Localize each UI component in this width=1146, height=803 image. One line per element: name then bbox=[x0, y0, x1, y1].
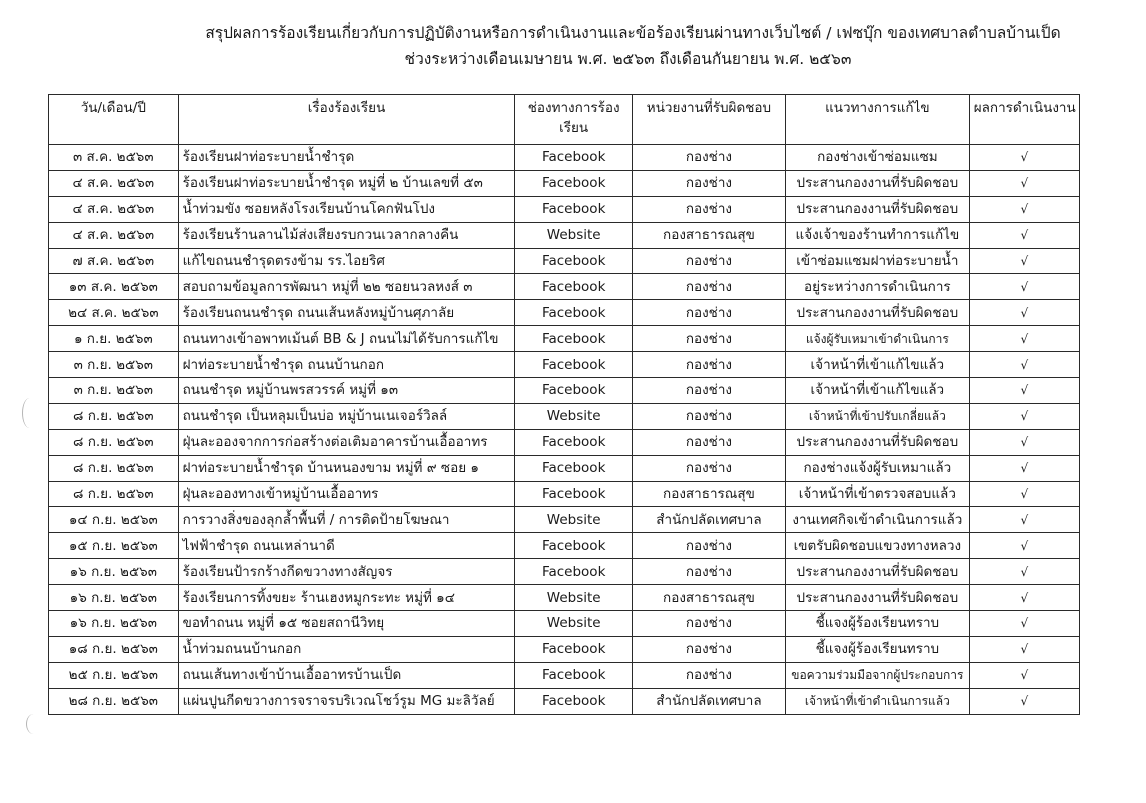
cell-channel: Facebook bbox=[515, 636, 632, 662]
table-row bbox=[49, 378, 1080, 404]
cell-date: ๒๕ ก.ย. ๒๕๖๓ bbox=[49, 662, 179, 688]
cell-unit: กองช่าง bbox=[632, 403, 785, 429]
cell-channel: Facebook bbox=[515, 559, 632, 585]
cell-solution: ประสานกองงานที่รับผิดชอบ bbox=[785, 585, 969, 611]
cell-subject: ร้องเรียนป้ารกร้างกีดขวางทางสัญจร bbox=[178, 559, 515, 585]
table-row bbox=[49, 326, 1080, 352]
cell-unit: กองสาธารณสุข bbox=[632, 481, 785, 507]
cell-unit: กองช่าง bbox=[632, 429, 785, 455]
cell-unit: กองช่าง bbox=[632, 326, 785, 352]
header-row bbox=[49, 95, 1080, 145]
table-row bbox=[49, 662, 1080, 688]
cell-solution: เข้าซ่อมแซมฝาท่อระบายน้ำ bbox=[785, 248, 969, 274]
cell-channel: Facebook bbox=[515, 300, 632, 326]
cell-channel: Facebook bbox=[515, 662, 632, 688]
cell-solution: ประสานกองงานที่รับผิดชอบ bbox=[785, 196, 969, 222]
cell-unit: กองช่าง bbox=[632, 559, 785, 585]
cell-subject: ร้องเรียนฝาท่อระบายน้ำชำรุด หมู่ที่ ๒ บ้านเลขที่ ๕๓ bbox=[178, 170, 515, 196]
cell-channel: Facebook bbox=[515, 274, 632, 300]
cell-unit: กองช่าง bbox=[632, 533, 785, 559]
table-row bbox=[49, 585, 1080, 611]
cell-date: ๑๔ ก.ย. ๒๕๖๓ bbox=[49, 507, 179, 533]
cell-solution: ประสานกองงานที่รับผิดชอบ bbox=[785, 170, 969, 196]
table-row bbox=[49, 145, 1080, 171]
table-row bbox=[49, 429, 1080, 455]
cell-channel: Facebook bbox=[515, 378, 632, 404]
cell-unit: สำนักปลัดเทศบาล bbox=[632, 507, 785, 533]
table-row bbox=[49, 196, 1080, 222]
table-row bbox=[49, 533, 1080, 559]
cell-solution: กองช่างเข้าซ่อมแซม bbox=[785, 145, 969, 171]
cell-result-check: √ bbox=[969, 585, 1079, 611]
cell-subject: ร้องเรียนฝาท่อระบายน้ำชำรุด bbox=[178, 145, 515, 171]
cell-unit: กองช่าง bbox=[632, 611, 785, 637]
cell-subject: ฝาท่อระบายน้ำชำรุด บ้านหนองขาม หมู่ที่ ๙ ซอย ๑ bbox=[178, 455, 515, 481]
cell-channel: Website bbox=[515, 507, 632, 533]
cell-subject: การวางสิ่งของลุกล้ำพื้นที่ / การติดป้ายโฆษณา bbox=[178, 507, 515, 533]
cell-subject: ร้องเรียนการทิ้งขยะ ร้านเฮงหมูกระทะ หมู่ที่ ๑๔ bbox=[178, 585, 515, 611]
cell-solution: เจ้าหน้าที่เข้าตรวจสอบแล้ว bbox=[785, 481, 969, 507]
cell-channel: Facebook bbox=[515, 481, 632, 507]
cell-solution: งานเทศกิจเข้าดำเนินการแล้ว bbox=[785, 507, 969, 533]
cell-solution: ชี้แจงผู้ร้องเรียนทราบ bbox=[785, 636, 969, 662]
cell-unit: กองช่าง bbox=[632, 455, 785, 481]
cell-result-check: √ bbox=[969, 688, 1079, 714]
cell-channel: Facebook bbox=[515, 352, 632, 378]
cell-date: ๒๘ ก.ย. ๒๕๖๓ bbox=[49, 688, 179, 714]
cell-subject: ถนนทางเข้าอพาทเม้นต์ BB & J ถนนไม่ได้รับการแก้ไข bbox=[178, 326, 515, 352]
cell-result-check: √ bbox=[969, 611, 1079, 637]
cell-date: ๑๕ ก.ย. ๒๕๖๓ bbox=[49, 533, 179, 559]
document-title: สรุปผลการร้องเรียนเกี่ยวกับการปฏิบัติงานหรือการดำเนินงานและข้อร้องเรียนผ่านทางเว็บไซต์ / เฟซบุ๊ก ของเทศบาลตำบลบ้านเป็ด bbox=[205, 24, 1061, 42]
cell-subject: ฝุ่นละอองทางเข้าหมู่บ้านเอื้ออาทร bbox=[178, 481, 515, 507]
cell-unit: กองช่าง bbox=[632, 352, 785, 378]
cell-date: ๑๘ ก.ย. ๒๕๖๓ bbox=[49, 636, 179, 662]
cell-subject: น้ำท่วมถนนบ้านกอก bbox=[178, 636, 515, 662]
cell-unit: สำนักปลัดเทศบาล bbox=[632, 688, 785, 714]
cell-solution: เขตรับผิดชอบแขวงทางหลวง bbox=[785, 533, 969, 559]
cell-subject: ถนนเส้นทางเข้าบ้านเอื้ออาทรบ้านเป็ด bbox=[178, 662, 515, 688]
cell-channel: Facebook bbox=[515, 429, 632, 455]
table-row bbox=[49, 507, 1080, 533]
cell-subject: ถนนชำรุด หมู่บ้านพรสวรรค์ หมู่ที่ ๑๓ bbox=[178, 378, 515, 404]
cell-date: ๘ ก.ย. ๒๕๖๓ bbox=[49, 481, 179, 507]
cell-unit: กองช่าง bbox=[632, 170, 785, 196]
cell-result-check: √ bbox=[969, 196, 1079, 222]
complaints-table bbox=[48, 94, 1080, 715]
cell-date: ๑๖ ก.ย. ๒๕๖๓ bbox=[49, 585, 179, 611]
cell-unit: กองช่าง bbox=[632, 145, 785, 171]
cell-solution: ชี้แจงผู้ร้องเรียนทราบ bbox=[785, 611, 969, 637]
table-header bbox=[49, 95, 1080, 145]
cell-result-check: √ bbox=[969, 481, 1079, 507]
cell-result-check: √ bbox=[969, 662, 1079, 688]
cell-date: ๓ ก.ย. ๒๕๖๓ bbox=[49, 352, 179, 378]
cell-solution: เจ้าหน้าที่เข้าแก้ไขแล้ว bbox=[785, 378, 969, 404]
cell-solution: เจ้าหน้าที่เข้าแก้ไขแล้ว bbox=[785, 352, 969, 378]
cell-result-check: √ bbox=[969, 352, 1079, 378]
cell-unit: กองช่าง bbox=[632, 636, 785, 662]
cell-subject: แก้ไขถนนชำรุดตรงข้าม รร.ไอยริศ bbox=[178, 248, 515, 274]
cell-subject: ฝาท่อระบายน้ำชำรุด ถนนบ้านกอก bbox=[178, 352, 515, 378]
cell-date: ๓ ส.ค. ๒๕๖๓ bbox=[49, 145, 179, 171]
cell-result-check: √ bbox=[969, 636, 1079, 662]
cell-unit: กองสาธารณสุข bbox=[632, 585, 785, 611]
cell-result-check: √ bbox=[969, 326, 1079, 352]
table-row bbox=[49, 481, 1080, 507]
cell-result-check: √ bbox=[969, 145, 1079, 171]
header-subject: เรื่องร้องเรียน bbox=[178, 95, 515, 145]
cell-result-check: √ bbox=[969, 274, 1079, 300]
cell-solution: แจ้งผู้รับเหมาเข้าดำเนินการ bbox=[785, 326, 969, 352]
cell-unit: กองช่าง bbox=[632, 196, 785, 222]
table-row bbox=[49, 274, 1080, 300]
cell-date: ๓ ก.ย. ๒๕๖๓ bbox=[49, 378, 179, 404]
cell-subject: แผ่นปูนกีดขวางการจราจรบริเวณโชว์รูม MG มะลิวัลย์ bbox=[178, 688, 515, 714]
cell-result-check: √ bbox=[969, 300, 1079, 326]
cell-subject: ขอทำถนน หมู่ที่ ๑๕ ซอยสถานีวิทยุ bbox=[178, 611, 515, 637]
punch-hole-mark bbox=[22, 398, 37, 428]
cell-subject: สอบถามข้อมูลการพัฒนา หมู่ที่ ๒๒ ซอยนวลหงส์ ๓ bbox=[178, 274, 515, 300]
cell-channel: Website bbox=[515, 222, 632, 248]
cell-date: ๗ ส.ค. ๒๕๖๓ bbox=[49, 248, 179, 274]
cell-result-check: √ bbox=[969, 248, 1079, 274]
cell-date: ๑๖ ก.ย. ๒๕๖๓ bbox=[49, 611, 179, 637]
cell-result-check: √ bbox=[969, 533, 1079, 559]
cell-subject: ถนนชำรุด เป็นหลุมเป็นบ่อ หมู่บ้านเนเจอร์วิลล์ bbox=[178, 403, 515, 429]
cell-channel: Facebook bbox=[515, 170, 632, 196]
cell-solution: เจ้าหน้าที่เข้าดำเนินการแล้ว bbox=[785, 688, 969, 714]
cell-result-check: √ bbox=[969, 170, 1079, 196]
header-solution: แนวทางการแก้ไข bbox=[785, 95, 969, 145]
cell-solution: แจ้งเจ้าของร้านทำการแก้ไข bbox=[785, 222, 969, 248]
document-period: ช่วงระหว่างเดือนเมษายน พ.ศ. ๒๕๖๓ ถึงเดือนกันยายน พ.ศ. ๒๕๖๓ bbox=[404, 50, 852, 68]
cell-channel: Website bbox=[515, 611, 632, 637]
cell-subject: ร้องเรียนถนนชำรุด ถนนเส้นหลังหมู่บ้านศุภาลัย bbox=[178, 300, 515, 326]
cell-channel: Website bbox=[515, 585, 632, 611]
table-row bbox=[49, 170, 1080, 196]
cell-solution: ประสานกองงานที่รับผิดชอบ bbox=[785, 429, 969, 455]
cell-channel: Facebook bbox=[515, 455, 632, 481]
cell-result-check: √ bbox=[969, 429, 1079, 455]
cell-channel: Facebook bbox=[515, 145, 632, 171]
cell-unit: กองช่าง bbox=[632, 274, 785, 300]
table-row bbox=[49, 636, 1080, 662]
table-row bbox=[49, 688, 1080, 714]
cell-date: ๒๔ ส.ค. ๒๕๖๓ bbox=[49, 300, 179, 326]
cell-channel: Facebook bbox=[515, 326, 632, 352]
cell-date: ๘ ก.ย. ๒๕๖๓ bbox=[49, 403, 179, 429]
cell-channel: Facebook bbox=[515, 196, 632, 222]
cell-date: ๔ ส.ค. ๒๕๖๓ bbox=[49, 222, 179, 248]
cell-date: ๘ ก.ย. ๒๕๖๓ bbox=[49, 455, 179, 481]
header-result: ผลการดำเนินงาน bbox=[969, 95, 1079, 145]
cell-date: ๑ ก.ย. ๒๕๖๓ bbox=[49, 326, 179, 352]
cell-channel: Facebook bbox=[515, 248, 632, 274]
header-channel bbox=[515, 95, 632, 145]
cell-channel: Facebook bbox=[515, 688, 632, 714]
cell-channel: Website bbox=[515, 403, 632, 429]
table-row bbox=[49, 300, 1080, 326]
cell-subject: ฝุ่นละอองจากการก่อสร้างต่อเติมอาคารบ้านเอื้ออาทร bbox=[178, 429, 515, 455]
cell-date: ๔ ส.ค. ๒๕๖๓ bbox=[49, 196, 179, 222]
cell-result-check: √ bbox=[969, 222, 1079, 248]
cell-unit: กองช่าง bbox=[632, 662, 785, 688]
cell-date: ๑๓ ส.ค. ๒๕๖๓ bbox=[49, 274, 179, 300]
punch-hole-mark bbox=[26, 714, 41, 734]
table-row bbox=[49, 559, 1080, 585]
document-title-block bbox=[0, 20, 1146, 72]
cell-subject: ร้องเรียนร้านลานไม้ส่งเสียงรบกวนเวลากลางคืน bbox=[178, 222, 515, 248]
table-row bbox=[49, 403, 1080, 429]
cell-date: ๑๖ ก.ย. ๒๕๖๓ bbox=[49, 559, 179, 585]
table-row bbox=[49, 611, 1080, 637]
header-date: วัน/เดือน/ปี bbox=[49, 95, 179, 145]
cell-date: ๘ ก.ย. ๒๕๖๓ bbox=[49, 429, 179, 455]
cell-solution: ขอความร่วมมือจากผู้ประกอบการ bbox=[785, 662, 969, 688]
cell-solution: กองช่างแจ้งผู้รับเหมาแล้ว bbox=[785, 455, 969, 481]
cell-solution: ประสานกองงานที่รับผิดชอบ bbox=[785, 300, 969, 326]
cell-unit: กองช่าง bbox=[632, 378, 785, 404]
cell-result-check: √ bbox=[969, 455, 1079, 481]
cell-channel: Facebook bbox=[515, 533, 632, 559]
table-body bbox=[49, 145, 1080, 715]
cell-subject: ไฟฟ้าชำรุด ถนนเหล่านาดี bbox=[178, 533, 515, 559]
table-row bbox=[49, 455, 1080, 481]
cell-subject: น้ำท่วมขัง ซอยหลังโรงเรียนบ้านโคกฟันโปง bbox=[178, 196, 515, 222]
table-row bbox=[49, 248, 1080, 274]
header-channel-label: ช่องทางการร้องเรียน bbox=[527, 100, 620, 136]
cell-unit: กองช่าง bbox=[632, 248, 785, 274]
cell-solution: ประสานกองงานที่รับผิดชอบ bbox=[785, 559, 969, 585]
cell-unit: กองช่าง bbox=[632, 300, 785, 326]
cell-result-check: √ bbox=[969, 403, 1079, 429]
cell-result-check: √ bbox=[969, 559, 1079, 585]
cell-date: ๔ ส.ค. ๒๕๖๓ bbox=[49, 170, 179, 196]
table-row bbox=[49, 352, 1080, 378]
cell-result-check: √ bbox=[969, 378, 1079, 404]
cell-result-check: √ bbox=[969, 507, 1079, 533]
cell-solution: เจ้าหน้าที่เข้าปรับเกลี่ยแล้ว bbox=[785, 403, 969, 429]
cell-unit: กองสาธารณสุข bbox=[632, 222, 785, 248]
header-unit: หน่วยงานที่รับผิดชอบ bbox=[632, 95, 785, 145]
table-row bbox=[49, 222, 1080, 248]
cell-solution: อยู่ระหว่างการดำเนินการ bbox=[785, 274, 969, 300]
